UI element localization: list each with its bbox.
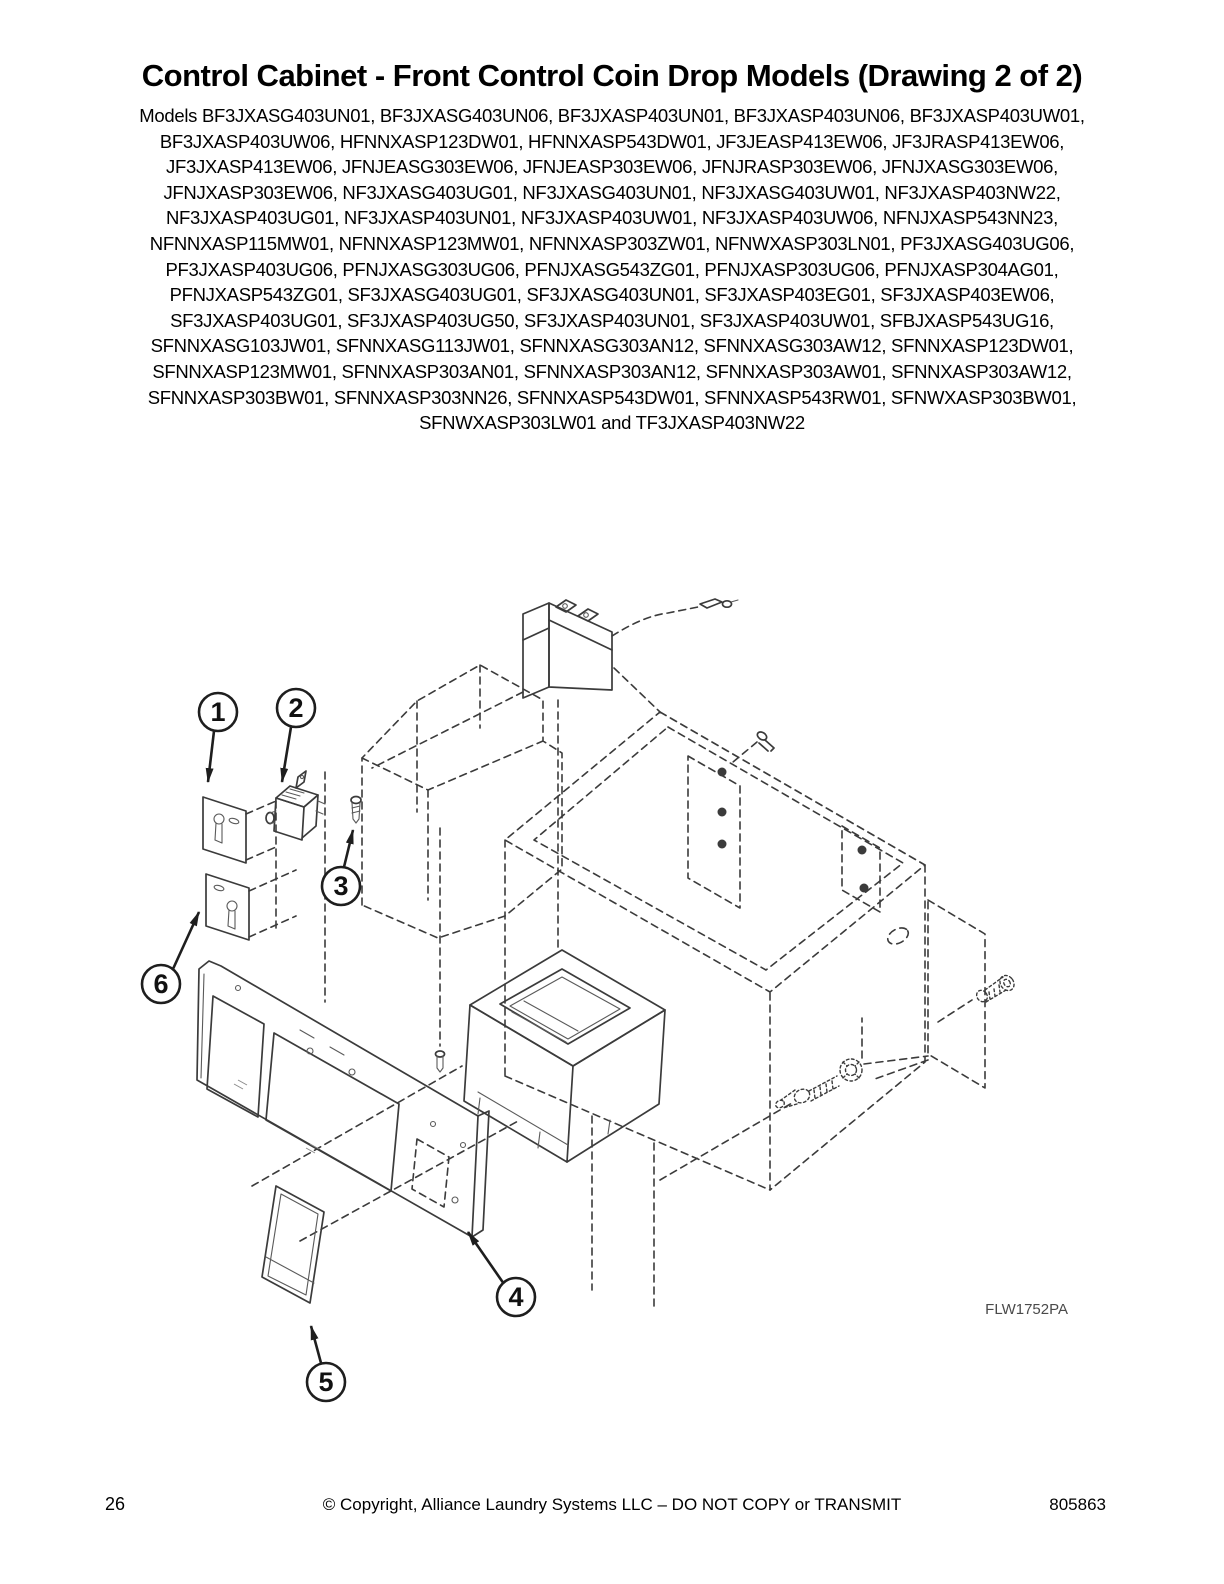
model-list-line: SFNNXASP123MW01, SFNNXASP303AN01, SFNNXASP303AN12, SFNNXASP303AW01, SFNNXASP303AW12, [152, 360, 1072, 382]
model-list-line: SFNNXASG103JW01, SFNNXASG113JW01, SFNNXASG303AN12, SFNNXASG303AW12, SFNNXASP123DW01, [150, 335, 1074, 357]
alignment-dashed-lines [246, 668, 972, 1241]
model-list-line: SF3JXASP403UG01, SF3JXASP403UG50, SF3JXASP403UN01, SF3JXASP403UW01, SFBJXASP543UG16, [170, 309, 1054, 331]
document-number: 805863 [1049, 1495, 1106, 1514]
model-list-line: PF3JXASP403UG06, PFNJXASG303UG06, PFNJXASG543ZG01, PFNJXASP303UG06, PFNJXASP304AG01, [165, 258, 1059, 280]
svg-text:3: 3 [333, 871, 349, 901]
mounting-screw [774, 1076, 839, 1109]
lock-stud [974, 973, 1016, 1004]
part-5-panel-insert [262, 1186, 324, 1303]
mid-screw [436, 1051, 445, 1072]
model-list-line: SFNNXASP303BW01, SFNNXASP303NN26, SFNNXASP543DW01, SFNNXASP543RW01, SFNWXASP303BW01, [147, 386, 1077, 408]
model-list-line: SFNWXASP303LW01 and TF3JXASP403NW22 [419, 412, 805, 434]
callout-4 [468, 1232, 535, 1316]
part-4-control-panel [197, 961, 489, 1237]
callout-1-arrow [208, 731, 214, 782]
part-1-keyhole-plate [203, 797, 246, 863]
svg-text:6: 6 [153, 969, 169, 999]
svg-text:2: 2 [288, 693, 304, 723]
model-list-line: JF3JXASP413EW06, JFNJEASG303EW06, JFNJEASP303EW06, JFNJRASP303EW06, JFNJXASG303EW06, [166, 156, 1058, 178]
model-list-line: NFNNXASP115MW01, NFNNXASP123MW01, NFNNXASP303ZW01, NFNWXASP303LN01, PF3JXASG403UG06, [149, 232, 1075, 254]
coin-vault-outline [362, 665, 562, 938]
model-list-line: BF3JXASP403UW06, HFNNXASP123DW01, HFNNXASP543DW01, JF3JEASP413EW06, JF3JRASP413EW06, [159, 130, 1065, 152]
callout-5 [307, 1326, 345, 1401]
cabinet-top-screw [756, 730, 774, 751]
figure-code: FLW1752PA [985, 1301, 1068, 1318]
copyright-notice: © Copyright, Alliance Laundry Systems LLC – DO NOT COPY or TRANSMIT [322, 1495, 902, 1514]
svg-text:1: 1 [210, 697, 226, 727]
washer [840, 1059, 862, 1081]
cabinet-outline [505, 712, 925, 1306]
model-list-line: Models BF3JXASG403UN01, BF3JXASG403UN06, BF3JXASP403UN01, BF3JXASP403UN06, BF3JXASP403UW01, [139, 105, 1085, 126]
callout-3 [322, 830, 360, 905]
callout-6-arrow [173, 912, 199, 969]
part-6-keyhole-plate [206, 874, 249, 940]
callout-6 [142, 912, 199, 1003]
callout-5-arrow [311, 1326, 321, 1363]
part-3-screw [351, 797, 361, 824]
svg-text:4: 4 [508, 1282, 524, 1312]
callout-4-arrow [468, 1232, 504, 1284]
callout-2 [277, 689, 315, 782]
page-title: Control Cabinet - Front Control Coin Drop Models (Drawing 2 of 2) [141, 58, 1083, 93]
model-list-line: NF3JXASP403UG01, NF3JXASP403UN01, NF3JXASP403UW01, NF3JXASP403UW06, NFNJXASP543NN23, [166, 207, 1058, 229]
callout-1 [199, 693, 237, 782]
svg-text:5: 5 [318, 1367, 334, 1397]
model-list-line: PFNJXASP543ZG01, SF3JXASG403UG01, SF3JXASG403UN01, SF3JXASP403EG01, SF3JXASP403EW06, [169, 284, 1055, 306]
coin-drop-housing [464, 950, 665, 1162]
part-2-switch [266, 771, 325, 840]
callout-3-arrow [344, 830, 353, 867]
callout-2-arrow [282, 727, 291, 782]
model-list-line: JFNJXASP303EW06, NF3JXASG403UG01, NF3JXASG403UN01, NF3JXASG403UW01, NF3JXASP403NW22, [163, 181, 1061, 203]
wire-harness [612, 607, 698, 636]
wiring-bracket [523, 599, 738, 698]
page-number: 26 [105, 1494, 126, 1514]
